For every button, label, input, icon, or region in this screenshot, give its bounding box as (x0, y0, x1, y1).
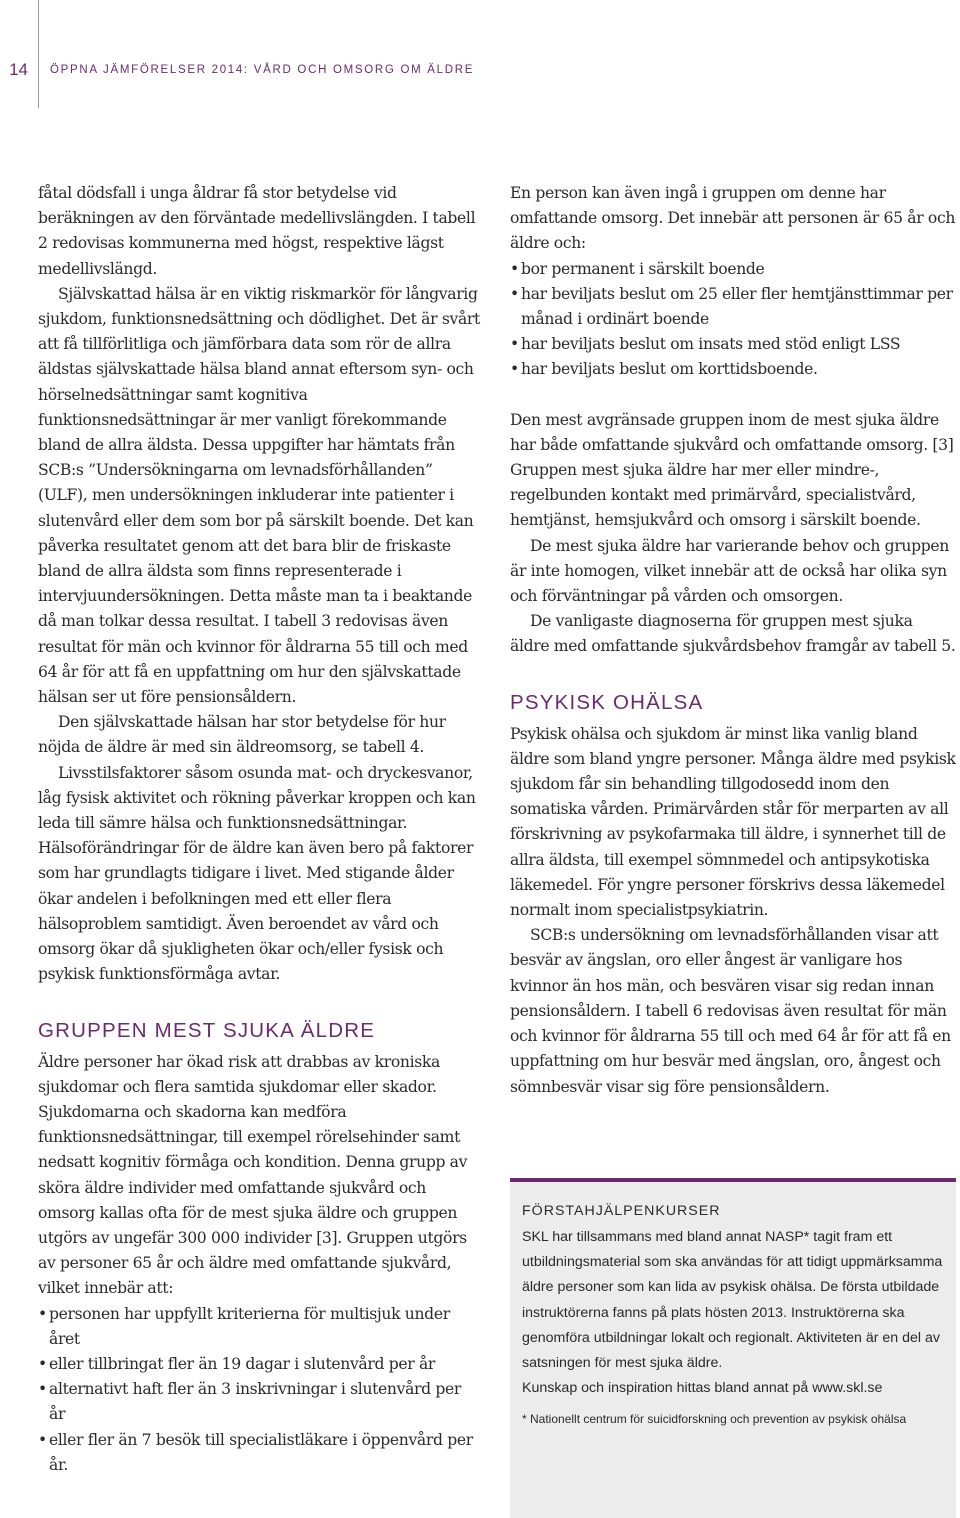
list-item: • har beviljats beslut om korttidsboende. (510, 357, 956, 382)
paragraph: De mest sjuka äldre har varierande behov och gruppen är inte homogen, vilket innebär att de också har olika syn och förväntningar på vården och omsorgen. (510, 536, 949, 606)
list-item: • eller fler än 7 besök till specialistläkare i öppenvård per år. (38, 1428, 480, 1478)
list-item: • personen har uppfyllt kriterierna för multisjuk under året (38, 1302, 480, 1352)
paragraph: De vanligaste diagnoserna för gruppen mest sjuka äldre med omfattande sjukvårdsbehov framgår av tabell 5. (510, 612, 956, 656)
list-item: • har beviljats beslut om insats med stöd enligt LSS (510, 332, 956, 357)
info-box-link-line: Kunskap och inspiration hittas bland annat på www.skl.se (522, 1380, 883, 1397)
right-column (510, 181, 956, 1100)
paragraph: Äldre personer har ökad risk att drabbas av kroniska sjukdomar och flera samtida sjukdomar eller skador. Sjukdomarna och skadorna kan medföra funktionsnedsättningar, till exempel rörelsehinder samt nedsatt kognitiv förmåga och kondition. Denna grupp av sköra äldre individer med omfattande sjukvård och omsorg kallas ofta för de mest sjuka äldre och gruppen utgörs av ungefär 300 000 individer [3]. Gruppen utgörs av personer 65 år och äldre med omfattande sjukvård, vilket innebär att: (38, 1052, 468, 1298)
list-item: • bor permanent i särskilt boende (510, 257, 956, 282)
paragraph: Den mest avgränsade gruppen inom de mest sjuka äldre har både omfattande sjukvård och omfattande omsorg. [3] Gruppen mest sjuka äldre har mer eller mindre-, regelbunden kontakt med primärvård, specialistvård, hemtjänst, hemsjukvård och omsorg i särskilt boende. (510, 410, 954, 530)
paragraph: Självskattad hälsa är en viktig riskmarkör för långvarig sjukdom, funktionsnedsättning och dödlighet. Det är svårt att få tillförlitliga och jämförbara data som rör de allra äldstas självskattade hälsa bland annat eftersom syn- och hörselnedsättningar samt kognitiva funktionsnedsättningar är mer vanligt förekommande bland de allra äldsta. Dessa uppgifter har hämtats från SCB:s ”Undersökningarna om levnadsförhållanden” (ULF), men undersökningen inkluderar inte patienter i slutenvård eller dem som bor på särskilt boende. Det kan påverka resultatet genom att det bara blir de friskaste bland de allra äldsta som finns representerade i intervjuundersökningen. Detta måste man ta i beaktande då man tolkar dessa resultat. I tabell 3 redovisas även resultat för män och kvinnor för åldrarna 55 till och med 64 år för att få en uppfattning om hur den självskattade hälsan ser ut före pensionsåldern. (38, 284, 480, 707)
page-number: 14 (9, 60, 28, 79)
section-heading: GRUPPEN MEST SJUKA ÄLDRE (38, 1018, 376, 1042)
left-column (38, 181, 480, 1478)
bullet-list (510, 257, 956, 383)
list-item: • alternativt haft fler än 3 inskrivningar i slutenvård per år (38, 1377, 480, 1427)
footnote: * Nationellt centrum för suicidforskning och prevention av psykisk ohälsa (522, 1412, 907, 1427)
info-box-body: SKL har tillsammans med bland annat NASP* tagit fram ett utbildningsmaterial som ska användas för att tidigt uppmärksamma äldre personer som kan lida av psykisk ohälsa. De första utbildade instruktörerna fanns på plats hösten 2013. Instruktörerna ska genomföra utbildningar lokalt och regionalt. Aktiviteten är en del av satsningen för mest sjuka äldre. (522, 1229, 943, 1372)
paragraph: Livsstilsfaktorer såsom osunda mat- och dryckesvanor, låg fysisk aktivitet och rökning påverkar kroppen och kan leda till sämre hälsa och funktionsnedsättningar. Hälsoförändringar för de äldre kan även bero på faktorer som har grundlagts tidigare i livet. Med stigande ålder ökar andelen i befolkningen med ett eller flera hälsoproblem samtidigt. Även beroendet av vård och omsorg ökar då sjukligheten ökar och/eller fysisk och psykisk funktionsförmåga avtar. (38, 763, 476, 984)
section-heading: PSYKISK OHÄLSA (510, 690, 704, 714)
bullet-list (38, 1302, 480, 1478)
paragraph: Den självskattade hälsan har stor betydelse för hur nöjda de äldre är med sin äldreomsorg, se tabell 4. (38, 713, 446, 757)
paragraph: fåtal dödsfall i unga åldrar få stor betydelse vid beräkningen av den förväntade medellivslängden. I tabell 2 redovisas kommunerna med högst, respektive lägst medellivslängd. (38, 184, 476, 278)
paragraph: Psykisk ohälsa och sjukdom är minst lika vanlig bland äldre som bland yngre personer. Många äldre med psykisk sjukdom får sin behandling tillgodosedd inom den somatiska vården. Primärvården står för merparten av all förskrivning av psykofarmaka till äldre, i synnerhet till de allra äldsta, till exempel sömnmedel och antipsykotiska läkemedel. För yngre personer förskrivs dessa läkemedel normalt inom specialistpsykiatrin. (510, 724, 956, 920)
info-box (510, 1178, 956, 1518)
paragraph: SCB:s undersökning om levnadsförhållanden visar att besvär av ängslan, oro eller ångest är vanligare hos kvinnor än hos män, och besvären visar sig redan innan pensionsåldern. I tabell 6 redovisas även resultat för män och kvinnor för åldrarna 55 till och med 64 år för att få en uppfattning om hur besvär med ängslan, oro, ångest och sömnbesvär visar sig före pensionsåldern. (510, 926, 951, 1096)
list-item: • eller tillbringat fler än 19 dagar i slutenvård per år (38, 1352, 480, 1377)
info-box-title: FÖRSTAHJÄLPENKURSER (522, 1203, 721, 1219)
running-head: ÖPPNA JÄMFÖRELSER 2014: VÅRD OCH OMSORG OM ÄLDRE (50, 64, 475, 76)
list-item: • har beviljats beslut om 25 eller fler hemtjänsttimmar per månad i ordinärt boende (510, 282, 956, 332)
header-divider-line (38, 0, 39, 108)
paragraph: En person kan även ingå i gruppen om denne har omfattande omsorg. Det innebär att personen är 65 år och äldre och: (510, 184, 956, 253)
